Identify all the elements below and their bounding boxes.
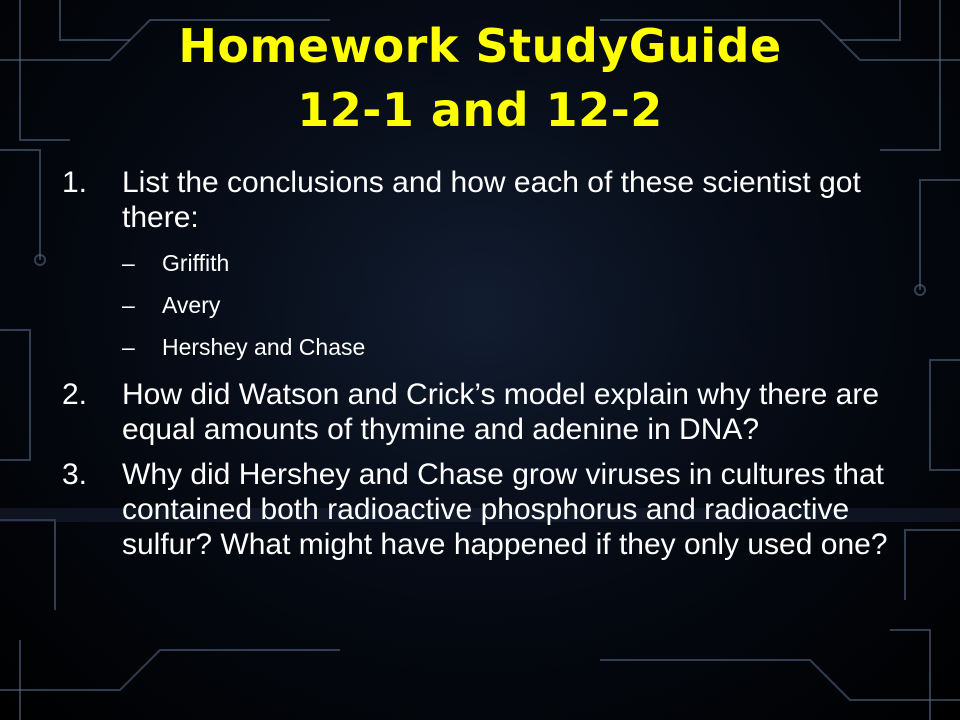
subitem-text: Griffith bbox=[162, 250, 230, 276]
question-2 bbox=[62, 377, 892, 447]
subitem-avery bbox=[122, 292, 892, 319]
question-number: 1. bbox=[62, 166, 88, 199]
question-text: Why did Hershey and Chase grow viruses in cultures that contained both radioactive phosphorus and radioactive sulfur? What might have happened if they only used one? bbox=[122, 458, 888, 561]
subitem-hershey-chase bbox=[122, 334, 892, 361]
dash-bullet: – bbox=[122, 250, 135, 276]
subitem-text: Avery bbox=[162, 292, 221, 318]
title-line-2: 12-1 and 12-2 bbox=[297, 83, 663, 137]
question-text: List the conclusions and how each of these scientist got there: bbox=[122, 166, 861, 234]
title-line-1: Homework StudyGuide bbox=[178, 19, 782, 73]
subitem-text: Hershey and Chase bbox=[162, 334, 366, 360]
question-list bbox=[62, 165, 892, 562]
question-3 bbox=[62, 457, 892, 562]
question-text: How did Watson and Crick’s model explain why there are equal amounts of thymine and adenine in DNA? bbox=[122, 378, 880, 446]
dash-bullet: – bbox=[122, 334, 135, 360]
dash-bullet: – bbox=[122, 292, 135, 318]
question-number: 3. bbox=[62, 458, 88, 491]
slide-title bbox=[40, 14, 920, 142]
question-number: 2. bbox=[62, 378, 88, 411]
subitem-griffith bbox=[122, 250, 892, 277]
question-1 bbox=[62, 165, 892, 235]
